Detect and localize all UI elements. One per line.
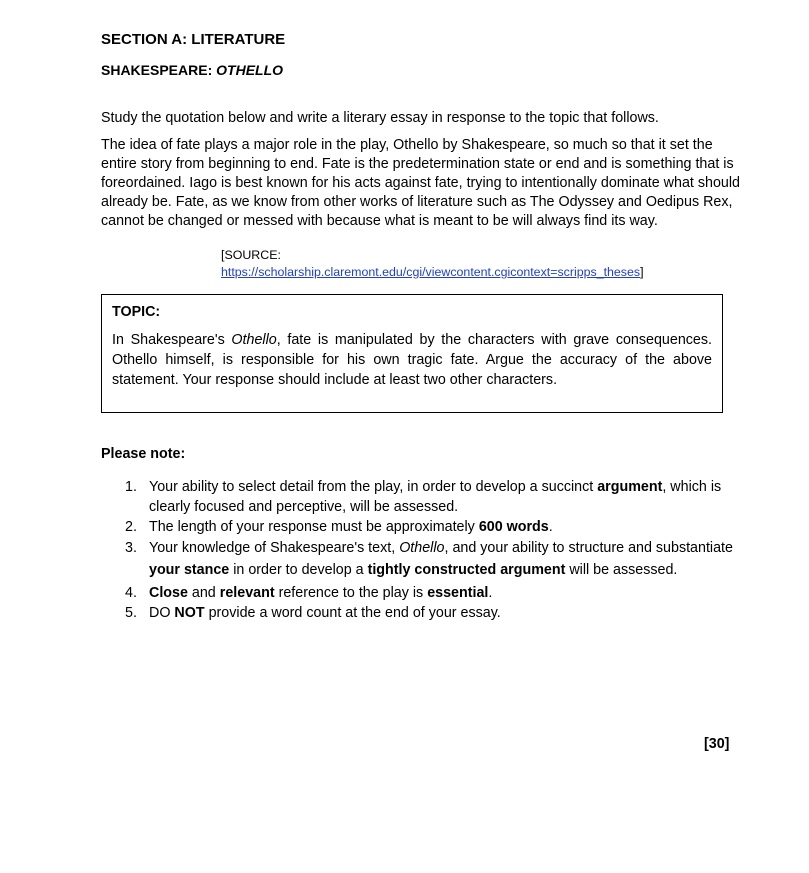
item-bold: essential xyxy=(427,585,489,601)
item-bold: Close xyxy=(149,585,188,601)
subtitle-work: OTHELLO xyxy=(216,62,284,78)
source-label: [SOURCE: xyxy=(221,248,281,262)
source-citation xyxy=(221,247,741,281)
topic-title: TOPIC: xyxy=(112,304,161,320)
source-link[interactable]: https://scholarship.claremont.edu/cgi/viewcontent.cgicontext=scripps_theses xyxy=(221,265,641,279)
item-italic: Othello xyxy=(399,540,445,556)
instruction-text: Study the quotation below and write a literary essay in response to the topic that follows. xyxy=(101,110,659,126)
item-text: The length of your response must be approximately xyxy=(149,519,479,535)
item-bold: tightly constructed argument xyxy=(367,562,566,578)
item-text: , which is clearly focused and perceptive, will be assessed. xyxy=(149,479,722,515)
item-bold: your stance xyxy=(149,562,230,578)
topic-box xyxy=(101,294,723,413)
item-number: 2. xyxy=(125,519,137,535)
quotation-text: The idea of fate plays a major role in the play, Othello by Shakespeare, so much so that it set the entire story from beginning to end. Fate is the predetermination state or end and is something that is foreordained. Iago is best known for his acts against fate, trying to intentionally dominate what should already be. Fate, as we know from other works of literature such as The Odyssey and Oedipus Rex, cannot be changed or messed with because what is meant to be will always find its way. xyxy=(101,137,740,229)
item-bold: NOT xyxy=(174,605,205,621)
item-number: 1. xyxy=(125,479,137,495)
item-text: . xyxy=(548,519,553,535)
section-subtitle xyxy=(101,61,741,79)
item-text: will be assessed. xyxy=(565,562,678,578)
section-title: SECTION A: LITERATURE xyxy=(101,31,286,48)
item-text: and xyxy=(187,585,220,601)
note-heading: Please note: xyxy=(101,446,186,462)
item-text: in order to develop a xyxy=(229,562,368,578)
list-item xyxy=(101,603,741,623)
item-text: Your ability to select detail from the play, in order to develop a succinct xyxy=(149,479,598,495)
topic-text xyxy=(112,330,712,390)
item-number: 4. xyxy=(125,585,137,601)
item-text: provide a word count at the end of your essay. xyxy=(204,605,501,621)
list-item xyxy=(101,537,741,581)
source-close: ] xyxy=(640,265,644,279)
list-item xyxy=(101,583,741,603)
item-text: , and your ability to structure and substantiate xyxy=(444,540,733,556)
item-number: 5. xyxy=(125,605,137,621)
item-number: 3. xyxy=(125,540,137,556)
item-text: reference to the play is xyxy=(274,585,428,601)
exam-page xyxy=(101,31,741,623)
item-bold: argument xyxy=(597,479,663,495)
item-bold: 600 words xyxy=(478,519,549,535)
item-bold: relevant xyxy=(219,585,275,601)
topic-text-part: , fate is manipulated by the characters with grave consequences. Othello himself, is responsible for his own tragic fate. Argue the accuracy of the above statement. Your response should include at least two other characters. xyxy=(112,332,712,388)
item-text: DO xyxy=(149,605,175,621)
subtitle-prefix: SHAKESPEARE: xyxy=(101,62,217,78)
total-marks: [30] xyxy=(704,736,730,752)
topic-text-part: In Shakespeare's xyxy=(112,332,232,348)
list-item xyxy=(101,477,741,517)
list-item xyxy=(101,517,741,537)
notes-list xyxy=(101,477,741,623)
item-text: . xyxy=(488,585,493,601)
item-text: Your knowledge of Shakespeare's text, xyxy=(149,540,400,556)
topic-text-work: Othello xyxy=(231,332,277,348)
